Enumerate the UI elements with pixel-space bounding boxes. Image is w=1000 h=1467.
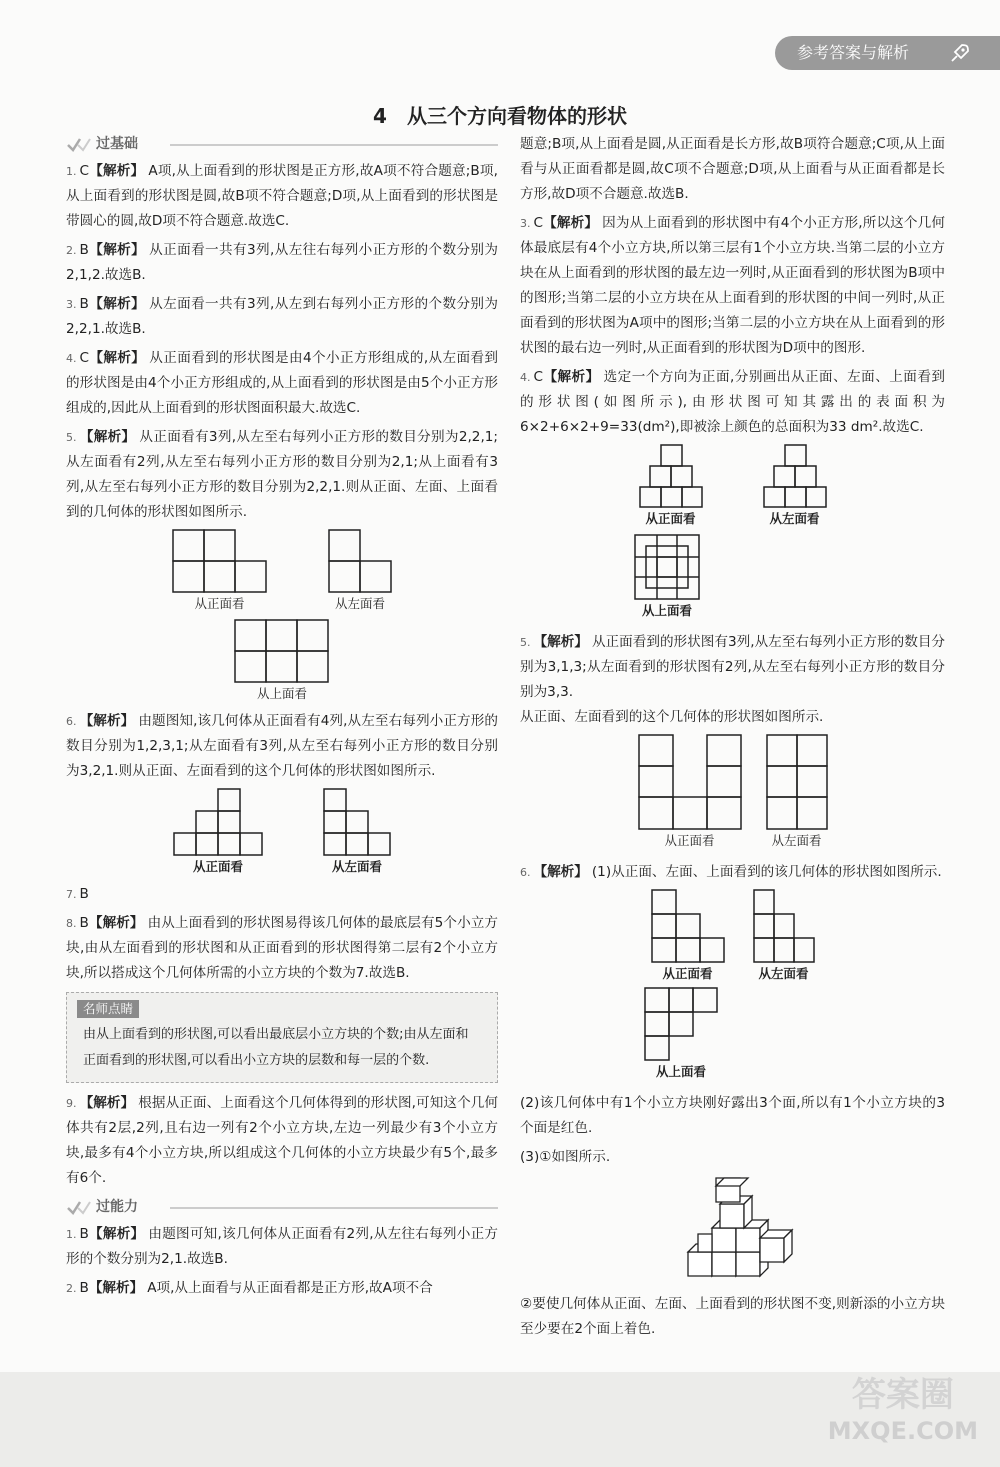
analysis-tag: 【解析】 [79, 1095, 135, 1111]
top-view-grid [234, 619, 330, 683]
figure-left-view [766, 734, 828, 850]
item-number: 1. [66, 1228, 77, 1241]
analysis-tag: 【解析】 [543, 215, 599, 231]
analysis-tag: 【解析】 [88, 915, 144, 931]
header-tab-label: 参考答案与解析 [797, 43, 910, 62]
figure-caption: 从上面看 [655, 1064, 706, 1079]
item-number: 4. [66, 352, 77, 365]
answer-item-a2-continued [520, 132, 945, 207]
answer-item-6 [66, 709, 498, 784]
left-view-grid [328, 529, 393, 593]
figure-caption: 从正面看 [662, 966, 713, 981]
answer-letter: C [79, 350, 89, 366]
section-divider [170, 144, 498, 146]
analysis-text: 选定一个方向为正面,分别画出从正面、左面、上面看到的形状图(如图所示),由形状图可知其露出的表面积为6×2+6×2+9=33(dm²),即被涂上颜色的总面积为33 dm².故选C. [520, 369, 945, 435]
analysis-tag: 【解析】 [89, 350, 146, 366]
figure-row-a5 [520, 734, 945, 850]
figure-caption: 从上面看 [256, 686, 307, 701]
analysis-tag: 【解析】 [88, 1226, 145, 1242]
figure-front-view [172, 529, 268, 613]
section-label: 过能力 [96, 1199, 138, 1215]
left-view-staircase [753, 889, 815, 963]
figure-caption: 从正面看 [194, 596, 245, 611]
figure-front-view [651, 889, 725, 983]
item-number: 8. [66, 917, 77, 930]
item-number: 2. [66, 244, 77, 257]
answer-letter: B [79, 1280, 89, 1296]
answer-item-a6-part2: (2)该几何体中有1个小立方块刚好露出3个面,所以有1个小立方块的3个面是红色. [520, 1095, 945, 1136]
item-number: 9. [66, 1097, 77, 1110]
figure-row-a6 [520, 889, 945, 983]
analysis-text: 从正面、左面看到的这个几何体的形状图如图所示. [520, 709, 824, 725]
analysis-text: A项,从上面看与从正面看都是正方形,故A项不合 [147, 1280, 433, 1296]
figure-row-a6-top [520, 987, 945, 1081]
answer-letter: B [79, 1226, 89, 1242]
analysis-text: (1)从正面、左面、上面看到的该几何体的形状图如图所示. [591, 864, 942, 880]
answer-item-a3 [520, 211, 945, 361]
rocket-icon [948, 41, 972, 65]
answer-item-a6-part4: ②要使几何体从正面、左面、上面看到的形状图不变,则新添的小立方块至少要在2个面上着色. [520, 1296, 945, 1337]
section-divider [170, 1207, 498, 1209]
answer-item-9 [66, 1091, 498, 1191]
analysis-text: 从正面看到的形状图是由4个小正方形组成的,从左面看到的形状图是由4个小正方形组成的,从上面看到的形状图是由5个小正方形组成的,因此从上面看到的形状图面积最大.故选C. [66, 350, 499, 416]
page-title: 4 从三个方向看物体的形状 [373, 104, 627, 128]
figure-row-a4-top [520, 534, 945, 620]
figure-left-view [323, 788, 391, 876]
front-view-pyramid [639, 444, 703, 508]
figure-caption: 从左面看 [331, 859, 382, 874]
analysis-tag: 【解析】 [533, 634, 588, 650]
answer-item-a2 [66, 1276, 498, 1301]
analysis-tag: 【解析】 [533, 864, 588, 880]
figure-front-view [638, 734, 742, 850]
analysis-text: 因为从上面看到的形状图中有4个小正方形,所以这个几何体最底层有4个小立方块,所以第三层有1个小立方块.当第二层的小立方块在从上面看到的形状图的最左边一列时,从正面看到的形状图为B项中的图形;当第二层的小立方块在从上面看到的形状图的中间一列时,从正面看到的形状图为A项中的图形;当第二层的小立方块在从上面看到的形状图的最右边一列时,从正面看到的形状图为D项中的图形. [520, 215, 945, 356]
left-view-grid [766, 734, 828, 830]
section-check-icon [66, 1198, 92, 1216]
item-number: 5. [520, 636, 531, 649]
item-number: 3. [66, 298, 77, 311]
item-number: 7. [66, 888, 77, 901]
section-label: 过基础 [96, 136, 138, 152]
tip-title: 名师点睛 [77, 1000, 139, 1018]
answer-item-5 [66, 425, 498, 525]
figure-front-view [639, 444, 703, 528]
answer-letter: B [79, 915, 89, 931]
figure-caption: 从正面看 [664, 833, 715, 848]
analysis-tag: 【解析】 [88, 1280, 144, 1296]
figure-row-q6 [66, 788, 498, 876]
item-number: 1. [66, 165, 77, 178]
top-view-nested-squares [634, 534, 700, 600]
section-check-icon [66, 135, 92, 153]
figure-top-view [234, 619, 330, 703]
figure-front-view [173, 788, 263, 876]
answer-letter: B [79, 242, 89, 258]
analysis-text: 从正面看一共有3列,从左往右每列小正方形的个数分别为2,1,2.故选B. [66, 242, 499, 283]
answer-letter: B [79, 296, 89, 312]
figure-left-view [763, 444, 827, 528]
analysis-text: 从左面看一共有3列,从左到右每列小正方形的个数分别为2,2,1.故选B. [66, 296, 499, 337]
front-view-grid [172, 529, 268, 593]
tip-text: 由从上面看到的形状图,可以看出最底层小立方块的个数;由从左面和正面看到的形状图,可以看出小立方块的层数和每一层的个数. [83, 1027, 469, 1068]
analysis-tag: 【解析】 [88, 296, 146, 312]
figure-top-view [634, 534, 700, 620]
answer-letter: C [533, 369, 543, 385]
cube-stack-drawing [684, 1174, 794, 1286]
analysis-tag: 【解析】 [88, 242, 146, 258]
answer-letter: B [79, 886, 89, 902]
analysis-text: 从正面看有3列,从左至右每列小正方形的数目分别为2,2,1;从左面看有2列,从左至右每列小正方形的数目分别为2,1;从上面看有3列,从左至右每列小正方形的数目分别为2,2,1.则从正面、左面、上面看到的几何体的形状图如图所示. [66, 429, 499, 520]
answer-item-a4 [520, 365, 945, 440]
analysis-text: 从正面看到的形状图有3列,从左至右每列小正方形的数目分别为3,1,3;从左面看到的形状图有2列,从左至右每列小正方形的数目分别为3,3. [520, 634, 946, 700]
item-number: 2. [66, 1282, 77, 1295]
item-number: 3. [520, 217, 531, 230]
item-number: 6. [66, 715, 77, 728]
answer-letter: C [79, 163, 89, 179]
section-basic [66, 132, 498, 156]
left-column [66, 132, 498, 1305]
header-tab [775, 36, 1000, 70]
analysis-text: 题意;B项,从上面看是圆,从正面看是长方形,故B项符合题意;C项,从上面看与从正面看都是圆,故C项不合题意;D项,从上面看与从正面看都是长方形,故D项不合题意.故选B. [520, 136, 945, 202]
item-number: 5. [66, 431, 77, 444]
figure-left-view [328, 529, 393, 613]
answer-item-4 [66, 346, 498, 421]
item-number: 4. [520, 371, 531, 384]
watermark-logo [828, 1377, 978, 1449]
analysis-text: 根据从正面、上面看这个几何体得到的形状图,可知这个几何体共有2层,2列,且右边一列有2个小立方块,左边一列最少有3个小立方块,最多有4个小立方块,所以组成这个几何体的小立方块最少有5个,最多有6个. [66, 1095, 499, 1186]
item-number: 6. [520, 866, 531, 879]
answer-letter: C [533, 215, 543, 231]
answer-item-2 [66, 238, 498, 288]
answer-item-1 [66, 159, 498, 234]
analysis-tag: 【解析】 [543, 369, 600, 385]
answer-item-a6-part3: (3)①如图所示. [520, 1149, 611, 1165]
figure-caption: 从左面看 [769, 511, 820, 526]
figure-left-view [753, 889, 815, 983]
figure-caption: 从左面看 [771, 833, 822, 848]
analysis-text: 由题图知,该几何体从正面看有4列,从左至右每列小正方形的数目分别为1,2,3,1;从左面看有3列,从左至右每列小正方形的数目分别为3,2,1.则从正面、左面看到的这个几何体的形状图如图所示. [66, 713, 498, 779]
left-view-grid [323, 788, 391, 856]
cube-stack-figure [520, 1174, 945, 1292]
front-view-staircase [651, 889, 725, 963]
figure-row-a4 [520, 444, 945, 528]
figure-caption: 从正面看 [645, 511, 696, 526]
figure-row-q5 [66, 529, 498, 613]
figure-caption: 从左面看 [758, 966, 809, 981]
figure-caption: 从左面看 [334, 596, 385, 611]
figure-row-q5-top [66, 619, 498, 703]
section-ability [66, 1195, 498, 1219]
analysis-tag: 【解析】 [89, 163, 145, 179]
watermark-url: MXQE.COM [827, 1417, 978, 1445]
watermark-text: 答案圈 [851, 1375, 954, 1415]
analysis-tag: 【解析】 [79, 429, 136, 445]
answer-item-8 [66, 911, 498, 986]
front-view-grid [173, 788, 263, 856]
analysis-text: 由从上面看到的形状图易得该几何体的最底层有5个小立方块,由从左面看到的形状图和从正面看到的形状图得第二层有2个小立方块,所以搭成这个几何体所需的小立方块的个数为7.故选B. [66, 915, 498, 981]
right-column [520, 132, 945, 1346]
answer-item-3 [66, 292, 498, 342]
left-view-pyramid [763, 444, 827, 508]
figure-caption: 从正面看 [192, 859, 243, 874]
front-view-grid [638, 734, 742, 830]
analysis-text: A项,从上面看到的形状图是正方形,故A项不符合题意;B项,从上面看到的形状图是圆,故B项不符合题意;D项,从上面看到的形状图是带圆心的圆,故D项不符合题意.故选C. [66, 163, 498, 229]
analysis-tag: 【解析】 [79, 713, 135, 729]
figure-caption: 从上面看 [641, 603, 692, 618]
answer-item-a1 [66, 1222, 498, 1272]
teacher-tip-box [66, 992, 498, 1083]
answer-item-7 [66, 882, 498, 907]
top-view-staircase [644, 987, 718, 1061]
answer-item-a6 [520, 860, 945, 885]
answer-item-a5 [520, 630, 945, 730]
analysis-text: 由题图可知,该几何体从正面看有2列,从左往右每列小正方形的个数分别为2,1.故选B. [66, 1226, 498, 1267]
figure-top-view [644, 987, 718, 1081]
